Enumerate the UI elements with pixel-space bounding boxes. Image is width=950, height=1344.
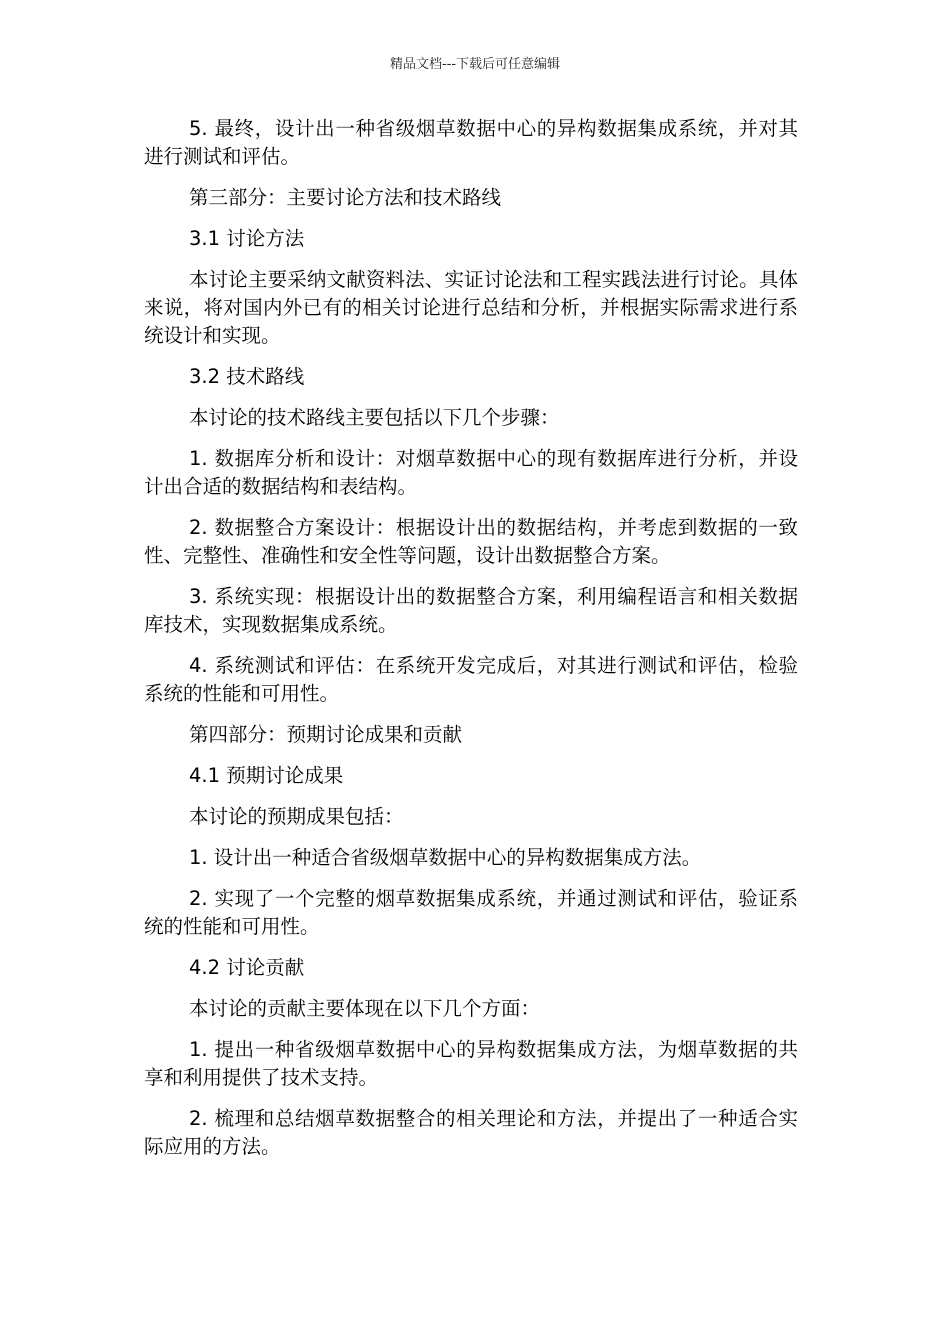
paragraph-route-intro: 本讨论的技术路线主要包括以下几个步骤： <box>189 406 560 429</box>
list-item-contribution-1: 1. 提出一种省级烟草数据中心的异构数据集成方法，为烟草数据的共享和利用提供了技术支持。 <box>144 1038 798 1089</box>
list-item-route-4: 4. 系统测试和评估：在系统开发完成后，对其进行测试和评估，检验系统的性能和可用性。 <box>144 654 798 705</box>
paragraph-methods: 本讨论主要采纳文献资料法、实证讨论法和工程实践法进行讨论。具体来说，将对国内外已有的相关讨论进行总结和分析，并根据实际需求进行系统设计和实现。 <box>144 268 798 347</box>
subsection-heading-4-2: 4.2 讨论贡献 <box>189 956 305 979</box>
list-item-route-1: 1. 数据库分析和设计：对烟草数据中心的现有数据库进行分析，并设计出合适的数据结构和表结构。 <box>144 447 798 498</box>
list-item-outcome-2: 2. 实现了一个完整的烟草数据集成系统，并通过测试和评估，验证系统的性能和可用性。 <box>144 887 798 938</box>
list-item-outcome-1: 1. 设计出一种适合省级烟草数据中心的异构数据集成方法。 <box>189 846 702 869</box>
section-heading-part-four: 第四部分：预期讨论成果和贡献 <box>189 723 463 746</box>
paragraph-final-step: 5. 最终，设计出一种省级烟草数据中心的异构数据集成系统，并对其进行测试和评估。 <box>144 117 798 168</box>
subsection-heading-4-1: 4.1 预期讨论成果 <box>189 764 344 787</box>
section-heading-part-three: 第三部分：主要讨论方法和技术路线 <box>189 186 502 209</box>
subsection-heading-3-2: 3.2 技术路线 <box>189 365 305 388</box>
paragraph-outcomes-intro: 本讨论的预期成果包括： <box>189 805 404 828</box>
document-body <box>144 115 798 1174</box>
paragraph-contributions-intro: 本讨论的贡献主要体现在以下几个方面： <box>189 997 541 1020</box>
list-item-route-3: 3. 系统实现：根据设计出的数据整合方案，利用编程语言和相关数据库技术，实现数据集成系统。 <box>144 585 798 636</box>
page-header: 精品文档---下载后可任意编辑 <box>389 57 561 72</box>
list-item-route-2: 2. 数据整合方案设计：根据设计出的数据结构，并考虑到数据的一致性、完整性、准确性和安全性等问题，设计出数据整合方案。 <box>144 516 798 567</box>
subsection-heading-3-1: 3.1 讨论方法 <box>189 227 305 250</box>
list-item-contribution-2: 2. 梳理和总结烟草数据整合的相关理论和方法，并提出了一种适合实际应用的方法。 <box>144 1107 798 1158</box>
